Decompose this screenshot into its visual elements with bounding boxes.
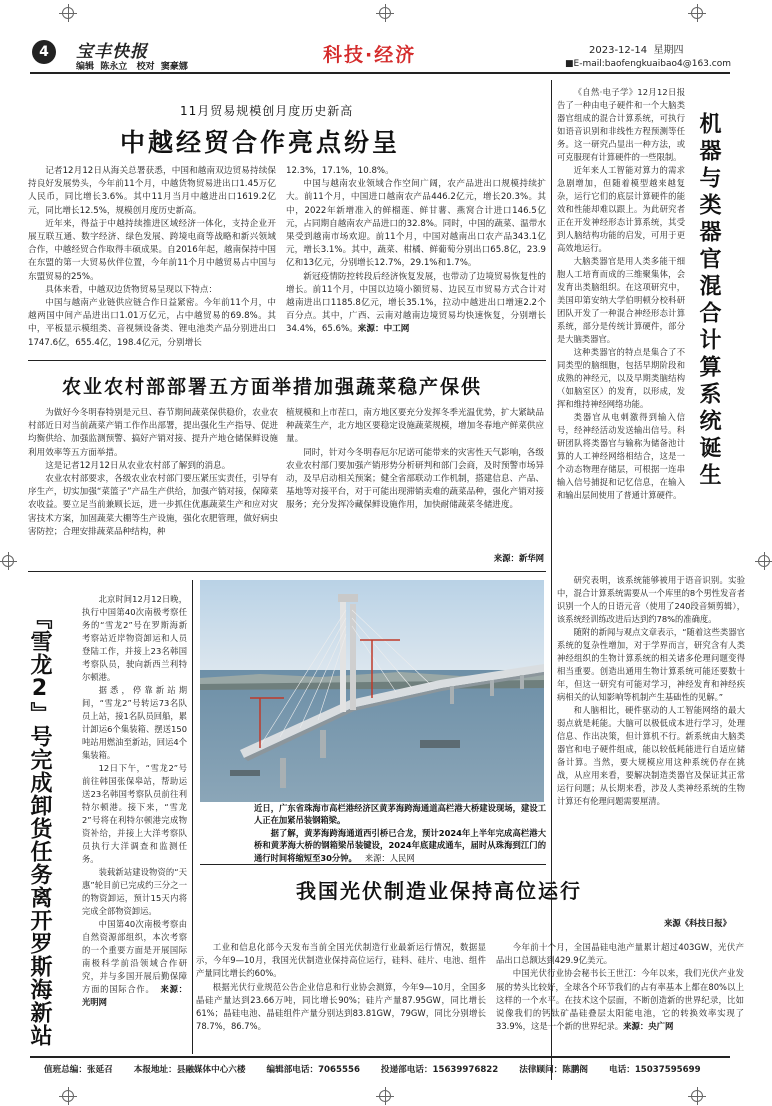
editor-line: 编辑 陈永立 校对 窦豪娜	[76, 62, 188, 72]
registration-mark-icon	[62, 1090, 74, 1102]
paragraph: 这种类器官的特点是集合了不同类型的脑细胞，包括早期阶段和成熟的神经元，以及早期类脑结构（如脑室区）的发育，以形成，发挥和维持神经网络功能。	[557, 347, 685, 409]
paragraph: 北京时间12月12日晚，执行中国第40次南极考察任务的“雪龙2”号在罗斯海新考察站近岸物资卸运和人员登陆工作，并接上23名韩国考察队员，驶向新西兰利特尔顿港。	[82, 594, 187, 682]
paragraph: 类器官从电刺激得到输入信号，经神经活动发送输出信号。科研团队将类器官与输称为储备池计算的人工神经网络相结合，这是一个动态物理存储层，可根据一连串输入信号捕捉和记忆信息，在输入和输出层间使用了普通计算硬件。	[557, 412, 685, 500]
paragraph-text: 中国光伏行业协会秘书长王世江：今年以来，我们光伏产业发展的势头比较好，全球各个环节我们的占有率基本上都在80%以上这样的一个水平。在技术这个层面，不断创造新的世界纪录，比如说像我们的钙钛矿晶硅叠层太阳能电池，它的转换效率实现了33.9%，这是一个新的世界纪录。	[496, 968, 744, 1032]
article-headline: 中越经贸合作亮点纷呈	[120, 128, 401, 157]
paragraph: 12日下午，“雪龙2”号前往韩国张保皋站，帮助运送23名韩国考察队员前往利特尔顿港。接下来，“雪龙2”号将在利特尔顿港完成物资补给，并接上大洋考察队员执行大洋调查和监测任务。	[82, 763, 187, 864]
paper-name: 宝丰快报	[76, 42, 148, 62]
paragraph	[82, 918, 187, 1009]
article-headline: 『雪龙2』号完成卸货任务离开罗斯海新站	[27, 607, 52, 1047]
caption-source: 来源：人民网	[364, 852, 415, 863]
footer-legal: 法律顾问：陈鹏阁	[519, 1065, 589, 1075]
registration-mark-icon	[2, 555, 14, 567]
caption-body	[254, 827, 546, 864]
paragraph: 据悉，停靠新站期间，“雪龙2”号转运73名队员上站，接1名队员回船，累计卸运6个集装箱、摆送150吨站用燃油至新站，回运4个集装箱。	[82, 685, 187, 760]
section-rule	[28, 571, 546, 572]
page-number: 4	[39, 44, 49, 60]
caption-lead: 近日，广东省珠海市高栏港经济区黄茅海跨海通道高栏港大桥建设现场，建设工人正在加紧吊装钢箱梁。	[254, 803, 546, 826]
paragraph: 中国与越南农业领域合作空间广阔，农产品进出口规模持续扩大。前11个月，中国进口越南农产品446.2亿元，增长20.3%。其中，2022年新增准入的鲜榴莲、鲜甘薯、燕窝合计进口146.5亿元，占同期自越南农产品进口的32.8%。同时，中国的蔬菜、温带水果受到越南市场欢迎。前11个月，中国对越南出口农产品343.1亿元，增长3.1%。其中，蔬菜、柑橘、鲜葡萄分别出口65.8亿，23.9亿和13亿元，分别增长12.7%，29.1%和1.7%。	[286, 179, 546, 269]
bridge-photo	[200, 580, 544, 802]
article-source: 来源：光明网	[82, 984, 187, 1007]
paragraph: 装载新站建设物资的“天惠”轮目前已完成约三分之一的物资卸运，预计15天内将完成全部物资卸运。	[82, 867, 187, 916]
article-source: 来源《科技日报》	[664, 918, 731, 928]
footer-phone: 电话：15037595699	[609, 1065, 701, 1075]
footer-edit-phone: 编辑部电话：7065556	[266, 1065, 360, 1075]
column-rule	[551, 80, 552, 1080]
paragraph: 具体来看，中越双边货物贸易呈现以下特点：	[45, 284, 218, 295]
article-column	[28, 165, 276, 350]
registration-mark-icon	[758, 555, 770, 567]
paragraph: 中国与越南产业链供应链合作日益紧密。今年前11个月，中越两国中间产品进出口1.01万亿元，占中越贸易的69.8%。其中，平板显示模组类、音视频设备类、锂电池类产品分别进出口1747.6亿，655.4亿，198.4亿元，分别增长	[28, 298, 276, 348]
article-column	[557, 86, 685, 502]
registration-mark-icon	[379, 7, 391, 19]
page-number-badge	[32, 40, 56, 64]
paragraph-text: 新冠疫情防控转段后经济恢复发展，也带动了边境贸易恢复性的增长。前11个月，中国以边境小额贸易、边民互市贸易方式合计对越南进出口1185.8亿元，增长35.1%，拉动中越进出口增速2.2个百分点。其中，广西、云南对越南边境贸易均快速恢复，分别增长34.4%，65.6%。	[286, 271, 546, 335]
article-column	[286, 407, 544, 513]
page-footer	[44, 1063, 744, 1075]
header-rule	[30, 72, 730, 74]
paragraph-text: 中国第40次南极考察由自然资源部组织，本次考察的一个重要方面是开展国际南极科学前沿领域合作研究，并与多国开展后勤保障方面的国际合作。	[82, 919, 187, 994]
article-column	[196, 941, 486, 1033]
weekday: 星期四	[653, 45, 684, 56]
footer-rule	[30, 1056, 730, 1058]
paragraph: 植规模和上市茬口，南方地区要充分发挥冬季光温优势，扩大紧缺品种蔬菜生产，北方地区要稳定设施蔬菜规模，增加冬春地产鲜菜供应量。	[286, 408, 544, 445]
registration-mark-icon	[62, 7, 74, 19]
registration-mark-icon	[691, 7, 703, 19]
footer-duty-editor: 值班总编：张延召	[44, 1065, 113, 1075]
footer-address: 本报地址：县融媒体中心六楼	[133, 1065, 246, 1075]
paragraph: 为做好今冬明春特别是元旦、春节期间蔬菜保供稳价，农业农村部近日对当前蔬菜产销工作作出部署，提出强化生产指导、促进均衡供给、加强监测预警、搞好产销对接、提升产地仓储保鲜设施利用效率等五方面举措。	[28, 408, 278, 458]
article-source: 来源：中工网	[357, 324, 410, 335]
bridge-photo-image	[200, 580, 544, 802]
article-headline: 农业农村部部署五方面举措加强蔬菜稳产保供	[62, 376, 483, 398]
email-line: ■E-mail:baofengkuaibao4@163.com	[565, 59, 731, 69]
section-rule	[28, 360, 546, 361]
article-source: 来源：央广网	[623, 1021, 674, 1032]
column-rule	[192, 580, 193, 1054]
paragraph: 今年前十个月，全国晶硅电池产量累计超过403GW，光伏产品出口总额达到429.9亿美元。	[496, 942, 744, 966]
article-source: 来源：新华网	[493, 553, 544, 563]
article-column	[82, 593, 187, 1009]
section-title: 科技·经济	[323, 44, 417, 66]
paragraph: 随附的新闻与观点文章表示，“随着这些类器官系统的复杂性增加，对于学界而言，研究含有人类神经组织的生物计算系统的相关诸多伦理问题变得相当重要。创造出通用生物计算系统可能还要数十年，但这一研究有可能对学习，神经发育和神经疾病相关的认知影响等机制产生基础性的见解。”	[557, 627, 745, 702]
photo-caption	[254, 802, 546, 864]
article-column	[28, 407, 278, 539]
article-headline: 机器与类器官混合计算系统诞生	[696, 112, 721, 490]
paragraph	[496, 967, 744, 1033]
paragraph: 根据光伏行业规范公告企业信息和行业协会测算，今年9—10月，全国多晶硅产量达到23.66万吨，同比增长90%；硅片产量87.95GW，同比增长61%；晶硅电池、晶硅组件产量分别达到83.81GW，79GW，同比分别增长78.7%，86.7%。	[196, 981, 486, 1032]
paragraph: 《自然·电子学》12月12日报告了一种由电子硬件和一个大脑类器官组成的混合计算系统，可执行如语音识别和非线性方程预测等任务。这一研究凸显出一种方法，或可克服现有计算硬件的一些限制。	[557, 87, 685, 162]
date-value: 2023-12-14	[589, 45, 648, 56]
section-rule	[200, 864, 546, 865]
registration-mark-icon	[379, 1090, 391, 1102]
article-column	[557, 574, 745, 808]
paragraph: 这是记者12月12日从农业农村部了解到的消息。	[45, 460, 231, 471]
paragraph: 记者12月12日从海关总署获悉，中国和越南双边贸易持续保持良好发展势头，今年前11个月，中越货物贸易进出口1.45万亿人民币，同比增长3.6%。其中11月当月中越进出口1619.2亿元，同比增长12.5%，规模创月度历史新高。	[28, 166, 276, 216]
paragraph: 近年来，得益于中越持续推进区域经济一体化，支持企业开展互联互通、数字经济、绿色发展、跨境电商等战略和新兴领域合作，中越经贸合作取得丰硕成果。自2016年起，越南保持中国在东盟的第一大贸易伙伴位置，今年前11个月中越贸易占中国与东盟贸易的25%。	[28, 218, 276, 282]
paragraph: 研究表明，该系统能够被用于语音识别。实验中，混合计算系统需要从一个库里的8个男性发音者识别一个人的日语元音（使用了240段音频剪辑），该系统经训练改进后达到约78%的准确度。	[557, 575, 745, 624]
article-headline: 我国光伏制造业保持高位运行	[296, 879, 582, 903]
footer-complaint-phone: 投递部电话：15639976822	[380, 1065, 499, 1075]
paragraph	[286, 271, 546, 337]
issue-date	[589, 41, 683, 56]
paragraph: 12.3%，17.1%，10.8%。	[286, 166, 394, 176]
paragraph: 近年来人工智能对算力的需求急剧增加，但随着模型越来越复杂，运行它们的底层计算硬件的能效和性能却难以跟上。为此研究者正在开发神经形态计算系统，其受到人脑结构功能的启发，可用于更高效地运行。	[557, 165, 685, 253]
article-kicker: 11月贸易规模创月度历史新高	[180, 104, 354, 118]
paragraph: 和人脑相比，硬件驱动的人工智能网络的最大弱点就是耗能。大脑可以极低成本进行学习，处理信息、作出决策，但计算机不行。新系统由大脑类器官和电子硬件组成，能以较低耗能进行自适应储备计算。当然，要大规模应用这种系统仍存在挑战，从应用来看，要解决制造类器官及保证其正常运行问题；从长期来看，涉及人类神经系统的生物计算还有伦理问题需要厘清。	[557, 705, 745, 806]
paragraph: 同时，针对今冬明春厄尔尼诺可能带来的灾害性天气影响，各级农业农村部门要加强产销形势分析研判和部门会商，及时预警市场异动，及早启动相关预案；健全省部联动工作机制，搭建信息、产品、基地等对接平台，对于可能出现滞销卖难的蔬菜品种，强化产销对接服务；充分发挥冷藏保鲜设施作用，加快耐储蔬菜冬储进度。	[286, 447, 544, 511]
paragraph: 工业和信息化部今天发布当前全国光伏制造行业最新运行情况，数据显示，今年9—10月，我国光伏制造业保持高位运行，硅料、硅片、电池、组件产量同比增长约60%。	[196, 942, 486, 979]
article-column	[286, 165, 546, 337]
paragraph: 农业农村部要求，各级农业农村部门要压紧压实责任，引导有序生产，切实加强“菜篮子”产品生产供给，加强产销对接，保障菜农收益。要立足当前兼顾长远，进一步抓住优惠蔬菜生产和应对灾害技术方案，加固蔬菜大棚等生产设施，强化农肥管理，做好病虫害防控；合理安排蔬菜品种结构，种	[28, 474, 278, 537]
caption-body-text: 据了解，黄茅海跨海通道西引桥已合龙，预计2024年上半年完成高栏港大桥和黄茅海大桥的钢箱梁吊装键设，2024年底建成通车，届时从珠海到江门的通行时间将缩短至30分钟。	[254, 827, 546, 863]
paragraph: 大脑类器官是用人类多能干细胞人工培育而成的三维聚集体，会发育出类脑组织。在这项研究中，美国印第安纳大学伯明顿分校科研团队开发了一种混合神经形态计算系统，部分是传统计算硬件，部分是大脑类器官。	[557, 256, 685, 344]
registration-mark-icon	[691, 1090, 703, 1102]
article-column	[496, 941, 744, 1033]
